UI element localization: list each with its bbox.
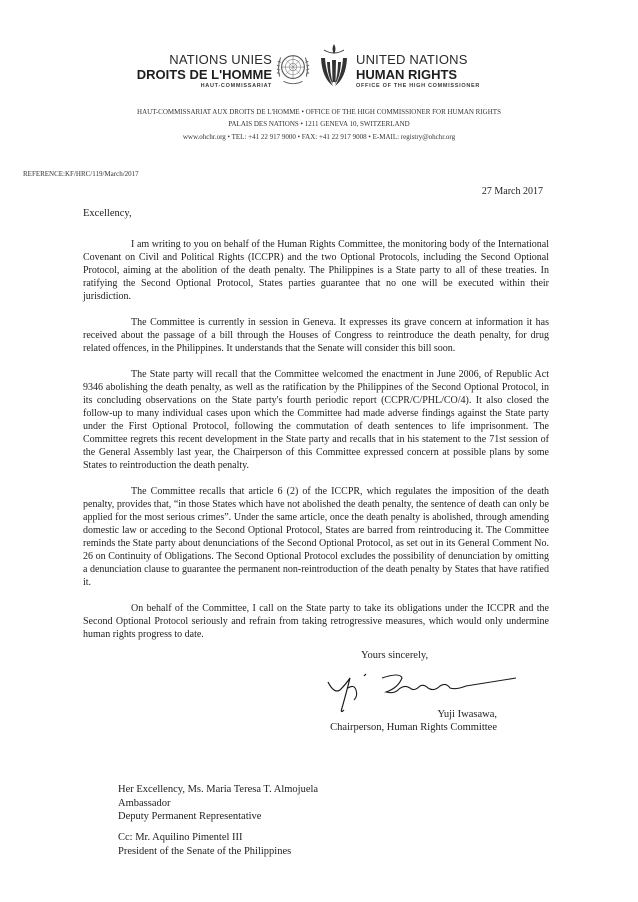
letterhead-en-line2: HUMAN RIGHTS: [356, 67, 458, 82]
addressee-role: Ambassador: [118, 797, 171, 809]
letterhead-fr-line2: DROITS DE L'HOMME: [136, 67, 272, 82]
un-emblem-icon: [274, 48, 312, 88]
cc-name: Cc: Mr. Aquilino Pimentel III: [118, 832, 243, 843]
letterhead-english: [356, 53, 480, 90]
ohchr-hand-emblem-icon: [316, 38, 352, 90]
salutation: Excellency,: [83, 208, 132, 219]
closing: Yours sincerely,: [361, 650, 429, 661]
letterhead-en-line1: UNITED NATIONS: [356, 52, 468, 67]
cc-block: [118, 831, 291, 858]
letterhead-fr-line1: NATIONS UNIES: [169, 52, 272, 67]
letterhead-fr-line3: HAUT-COMMISSARIAT: [200, 83, 272, 89]
addressee-title: Deputy Permanent Representative: [118, 811, 262, 822]
addressee-block: [118, 783, 318, 824]
letterhead-address-line2: PALAIS DES NATIONS • 1211 GENEVA 10, SWITZERLAND: [228, 120, 410, 128]
letter-body: [83, 238, 549, 654]
cc-title: President of the Senate of the Philippines: [118, 845, 292, 857]
paragraph-4: The Committee recalls that article 6 (2) of the ICCPR, which regulates the imposition of the death penalty, provides that, “in those States which have not abolished the death penalty, the sentence of death can only be applied for the most serious crimes”. Under the same article, once the death penalty is abolished, through amending domestic law or acceding to the Second Optional Protocol, States are barred from reintroducing it. The Committee reminds the State party about denunciations of the Second Optional Protocol, as set out in its General Comment No. 26 on Continuity of Obligations. The Second Optional Protocol excludes the possibility of denunciation by omitting a denunciation clause to guarantee the permanent non-reintroduction of the death penalty by States that have ratified it.: [83, 486, 549, 588]
paragraph-2: The Committee is currently in session in Geneva. It expresses its grave concern at information it has received about the passage of a bill through the Houses of Congress to reintroduce the death penalty, for drug related offences, in the Philippines. It understands that the Senate will consider this bill soon.: [83, 317, 549, 354]
letterhead-address-line1: HAUT-COMMISSARIAT AUX DROITS DE L'HOMME • OFFICE OF THE HIGH COMMISSIONER FOR HUMAN RIGHTS: [137, 108, 501, 116]
addressee-name: Her Excellency, Ms. Maria Teresa T. Almojuela: [118, 784, 319, 795]
letterhead-contact-line: www.ohchr.org • TEL: +41 22 917 9000 • FAX: +41 22 917 9008 • E-MAIL: registry@ohchr.org: [182, 133, 456, 141]
letterhead-en-line3: OFFICE OF THE HIGH COMMISSIONER: [356, 83, 481, 89]
paragraph-3: The State party will recall that the Committee welcomed the enactment in June 2006, of Republic Act 9346 abolishing the death penalty, as well as the ratification by the Philippines of the Second Optional Protocol, in its concluding observations on the State party's fourth periodic report (CCPR/C/PHL/CO/4). It also closed the follow-up to many individual cases upon which the Committee had made adverse findings against the State party under the First Optional Protocol, following the commutation of death sentences to life imprisonment. The Committee regrets this recent development in the State party and recalls that in his statement to the 71st session of the General Assembly last year, the Chairperson of this Committee expressed concern at possible plans by some States to reintroduction the death penalty.: [83, 369, 549, 471]
signatory-name: Yuji Iwasawa,: [437, 709, 497, 720]
letter-date: 27 March 2017: [481, 186, 543, 197]
paragraph-1: I am writing to you on behalf of the Human Rights Committee, the monitoring body of the International Covenant on Civil and Political Rights (ICCPR) and the two Optional Protocols, including the Second Optional Protocol, aiming at the abolition of the death penalty. The Philippines is a State party to all of these treaties. In ratifying the Second Optional Protocol, States parties guarantee that no one will be executed within their jurisdiction.: [83, 239, 549, 302]
paragraph-5: On behalf of the Committee, I call on the State party to take its obligations under the ICCPR and the Second Optional Protocol seriously and refrain from taking retrogressive measures, which would only undermine human rights progress to date.: [83, 603, 549, 640]
reference-number: REFERENCE:KF/HRC/119/March/2017: [23, 170, 139, 178]
signatory-title: Chairperson, Human Rights Committee: [330, 722, 497, 733]
signatory-block: [322, 708, 497, 734]
letterhead-french: [137, 53, 272, 90]
